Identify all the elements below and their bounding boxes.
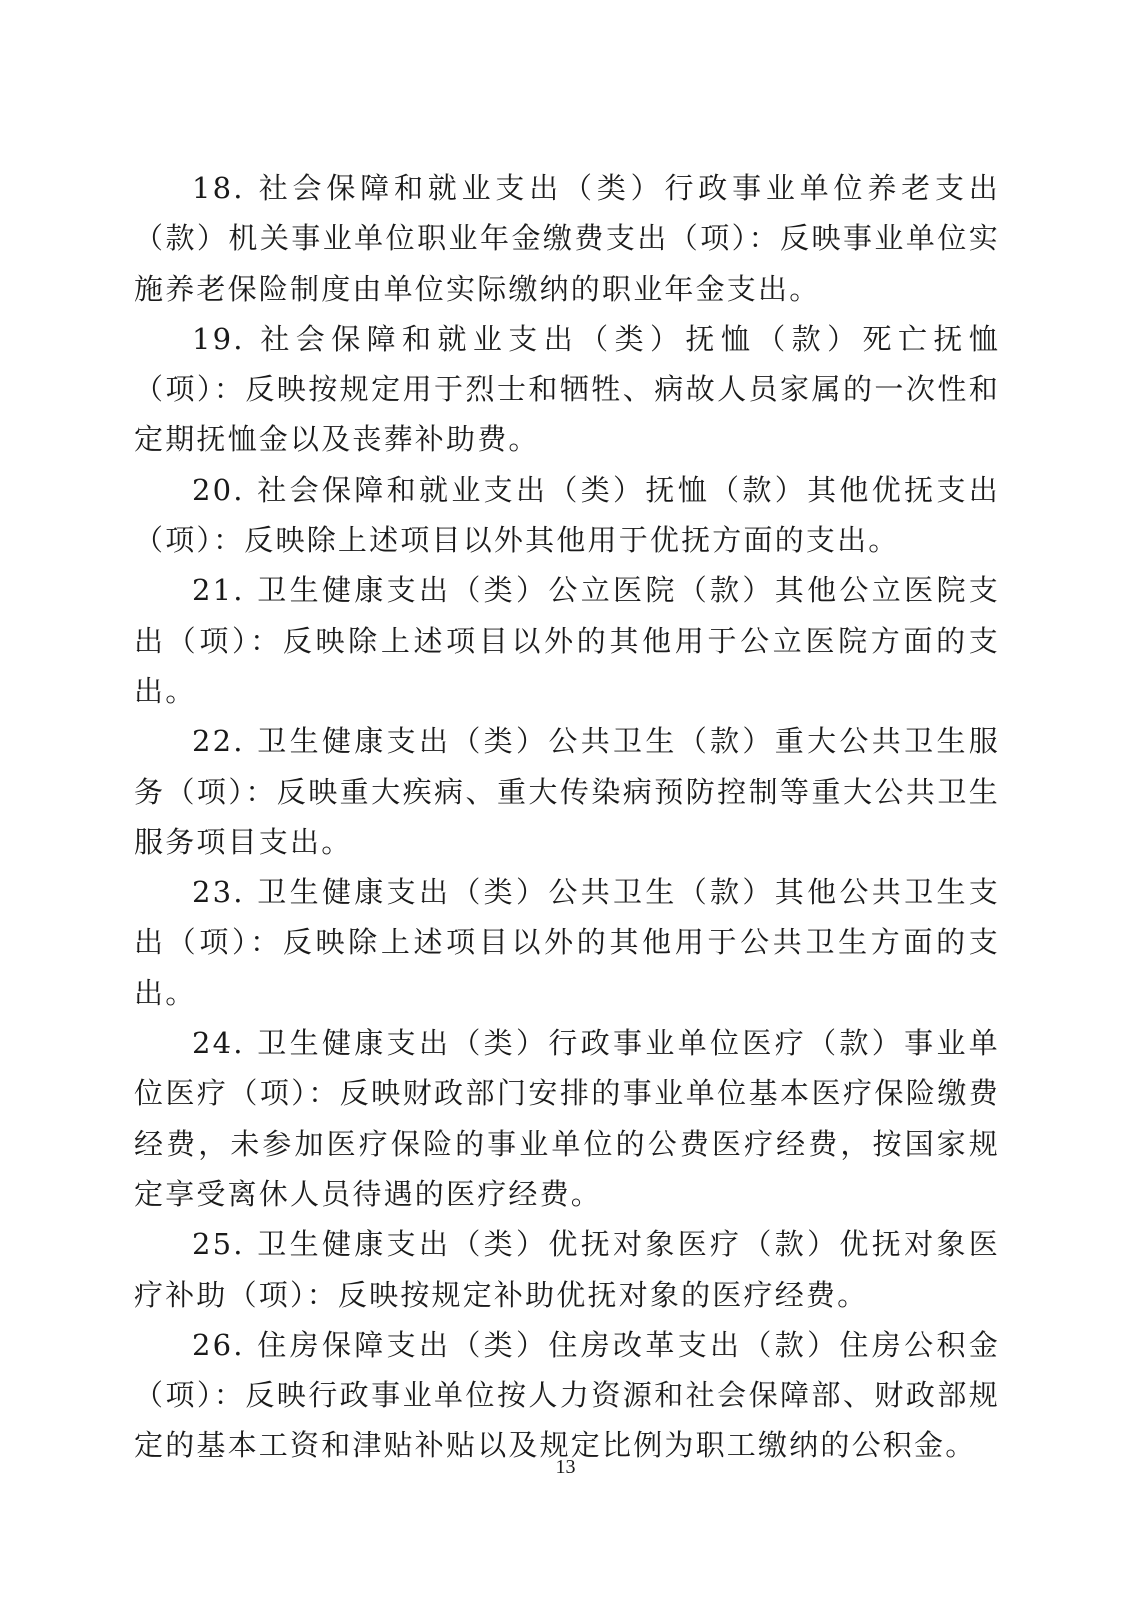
paragraph-item-26: 26. 住房保障支出（类）住房改革支出（款）住房公积金（项）：反映行政事业单位按人力资源和社会保障部、财政部规定的基本工资和津贴补贴以及规定比例为职工缴纳的公积金。: [134, 1327, 1000, 1463]
paragraph-item-21: 21. 卫生健康支出（类）公立医院（款）其他公立医院支出（项）：反映除上述项目以外的其他用于公立医院方面的支出。: [134, 573, 1000, 708]
paragraph-item-22: 22. 卫生健康支出（类）公共卫生（款）重大公共卫生服务（项）：反映重大疾病、重大传染病预防控制等重大公共卫生服务项目支出。: [134, 724, 1000, 859]
paragraph-item-18: 18. 社会保障和就业支出（类）行政事业单位养老支出（款）机关事业单位职业年金缴费支出（项）：反映事业单位实施养老保险制度由单位实际缴纳的职业年金支出。: [134, 171, 1000, 306]
document-body: [134, 163, 1000, 1471]
paragraph-item-19: 19. 社会保障和就业支出（类）抚恤（款）死亡抚恤（项）：反映按规定用于烈士和牺牲、病故人员家属的一次性和定期抚恤金以及丧葬补助费。: [134, 321, 1000, 457]
paragraph-item-20: 20. 社会保障和就业支出（类）抚恤（款）其他优抚支出（项）：反映除上述项目以外其他用于优抚方面的支出。: [134, 472, 1000, 558]
page-number: 13: [555, 1456, 576, 1478]
paragraph-item-25: 25. 卫生健康支出（类）优抚对象医疗（款）优抚对象医疗补助（项）：反映按规定补助优抚对象的医疗经费。: [134, 1227, 1000, 1312]
paragraph-item-23: 23. 卫生健康支出（类）公共卫生（款）其他公共卫生支出（项）：反映除上述项目以外的其他用于公共卫生方面的支出。: [134, 875, 1000, 1010]
paragraph-item-24: 24. 卫生健康支出（类）行政事业单位医疗（款）事业单位医疗（项）：反映财政部门安排的事业单位基本医疗保险缴费经费，未参加医疗保险的事业单位的公费医疗经费，按国家规定享受离休人员待遇的医疗经费。: [134, 1026, 1000, 1211]
